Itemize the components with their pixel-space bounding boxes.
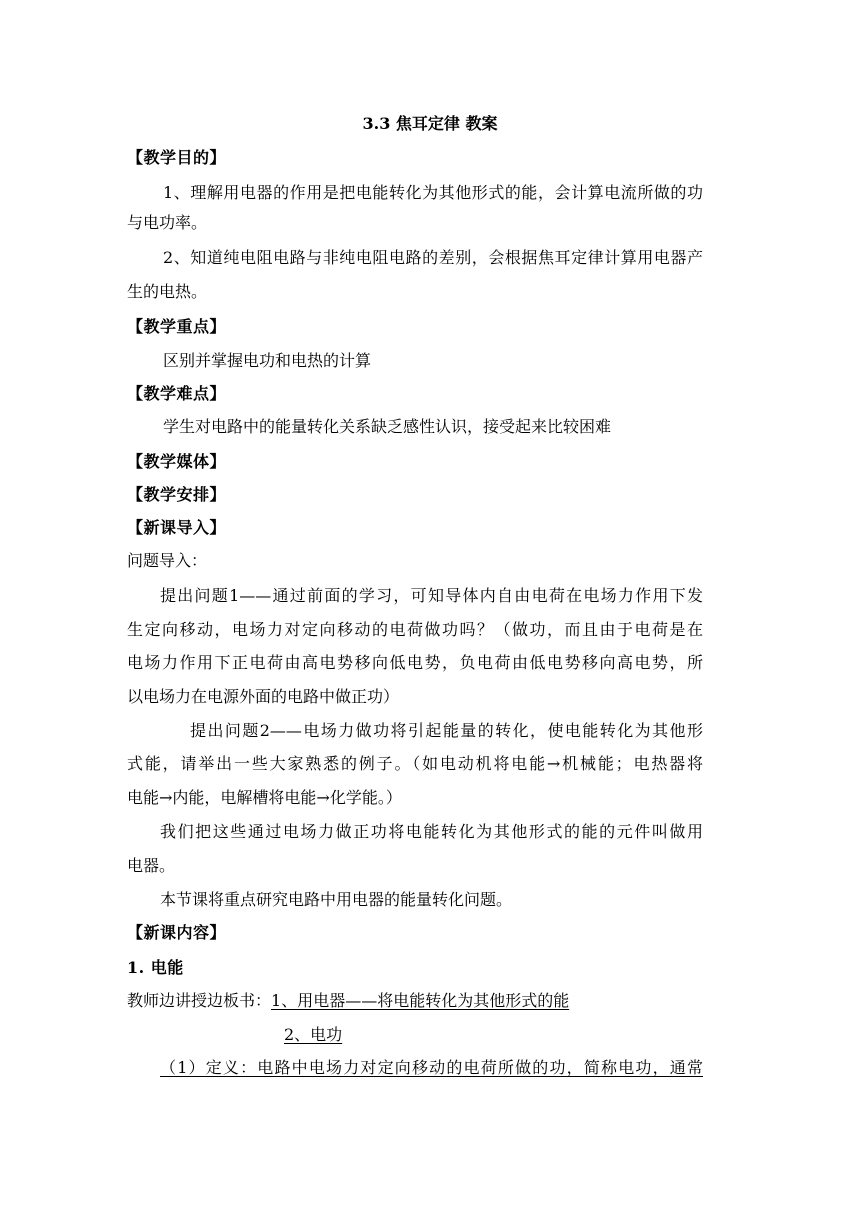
question-1-line-1: 提出问题1——通过前面的学习，可知导体内自由电荷在电场力作用下发 (160, 586, 703, 605)
board-writing-line-1 (127, 990, 569, 1012)
heading-intro: 【新课导入】 (127, 518, 227, 537)
question-1-line-3: 电场力作用下正电荷由高电势移向低电势，负电荷由低电势移向高电势，所 (127, 653, 703, 672)
heading-media: 【教学媒体】 (127, 452, 227, 471)
board-writing-line-2 (268, 1024, 342, 1046)
heading-arrangement: 【教学安排】 (127, 485, 227, 504)
objective-1-line-1: 1、理解用电器的作用是把电能转化为其他形式的能，会计算电流所做的功 (163, 183, 703, 202)
question-2-line-1: 提出问题2——电场力做功将引起能量的转化，使电能转化为其他形 (190, 721, 703, 740)
intro-summary: 本节课将重点研究电路中用电器的能量转化问题。 (160, 890, 513, 909)
heading-objectives: 【教学目的】 (127, 148, 227, 167)
heading-difficulties: 【教学难点】 (127, 384, 227, 403)
appliance-definition-line-2: 电器。 (127, 856, 176, 875)
board-prefix: 教师边讲授边板书： (127, 991, 272, 1010)
key-points-text: 区别并掌握电功和电热的计算 (163, 351, 372, 370)
intro-label: 问题导入： (127, 551, 208, 570)
content-item-1: 1. 电能 (127, 958, 184, 977)
board-point-1: 1、用电器——将电能转化为其他形式的能 (271, 991, 570, 1010)
question-1-line-4: 以电场力在电源外面的电路中做正功） (127, 687, 400, 706)
objective-1-line-2: 与电功率。 (127, 213, 208, 232)
board-writing-line-3: （1）定义：电路中电场力对定向移动的电荷所做的功，简称电功，通常 (160, 1058, 703, 1077)
board-point-2: 2、电功 (284, 1025, 343, 1044)
heading-key-points: 【教学重点】 (127, 317, 227, 336)
question-2-line-2: 式能，请举出一些大家熟悉的例子。（如电动机将电能→机械能；电热器将 (127, 754, 703, 773)
question-2-line-3: 电能→内能，电解槽将电能→化学能。） (127, 788, 402, 807)
difficulties-text: 学生对电路中的能量转化关系缺乏感性认识，接受起来比较困难 (163, 417, 612, 436)
document-title: 3.3 焦耳定律 教案 (362, 114, 498, 133)
objective-2-line-1: 2、知道纯电阻电路与非纯电阻电路的差别，会根据焦耳定律计算用电器产 (163, 248, 703, 267)
heading-content: 【新课内容】 (127, 923, 227, 942)
appliance-definition-line-1: 我们把这些通过电场力做正功将电能转化为其他形式的能的元件叫做用 (160, 822, 703, 841)
question-1-line-2: 生定向移动，电场力对定向移动的电荷做功吗？（做功，而且由于电荷是在 (127, 620, 703, 639)
objective-2-line-2: 生的电热。 (127, 282, 208, 301)
